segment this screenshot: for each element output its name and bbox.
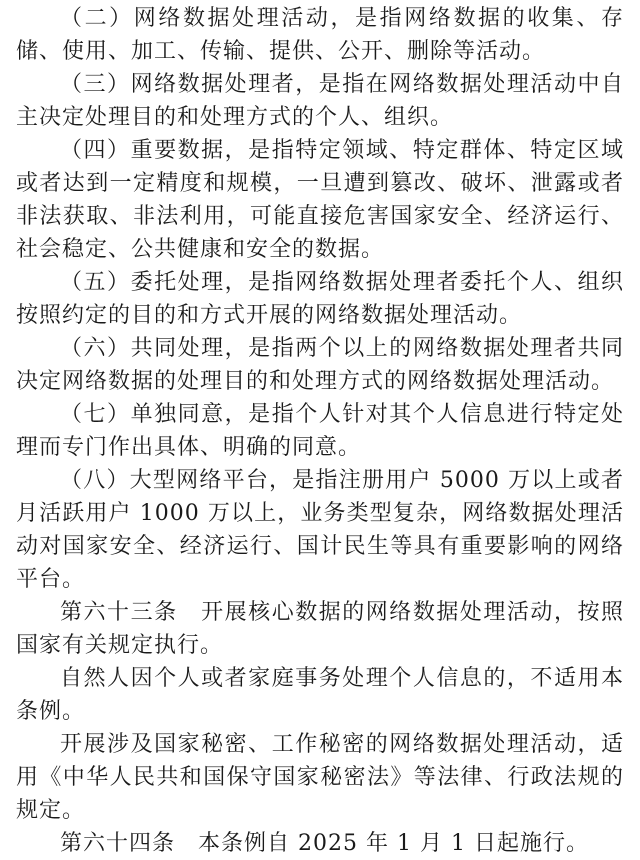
paragraph-article-63: 第六十三条 开展核心数据的网络数据处理活动，按照国家有关规定执行。 [16,600,624,658]
paragraph-article-64: 第六十四条 本条例自 2025 年 1 月 1 日起施行。 [60,831,589,856]
paragraph-definition-2: （二）网络数据处理活动，是指网络数据的收集、存储、使用、加工、传输、提供、公开、删除等活动。 [16,6,624,64]
paragraph-article-63-natural-persons: 自然人因个人或者家庭事务处理个人信息的，不适用本条例。 [16,666,624,724]
paragraph-definition-7: （七）单独同意，是指个人针对其个人信息进行特定处理而专门作出具体、明确的同意。 [16,402,624,460]
paragraph-article-63-state-secrets: 开展涉及国家秘密、工作秘密的网络数据处理活动，适用《中华人民共和国保守国家秘密法》等法律、行政法规的规定。 [16,732,624,823]
paragraph-definition-4: （四）重要数据，是指特定领域、特定群体、特定区域或者达到一定精度和规模，一旦遭到篡改、破坏、泄露或者非法获取、非法利用，可能直接危害国家安全、经济运行、社会稳定、公共健康和安全的数据。 [16,138,624,262]
paragraph-definition-8: （八）大型网络平台，是指注册用户 5000 万以上或者月活跃用户 1000 万以上，业务类型复杂，网络数据处理活动对国家安全、经济运行、国计民生等具有重要影响的网络平台。 [16,468,624,592]
paragraph-definition-5: （五）委托处理，是指网络数据处理者委托个人、组织按照约定的目的和方式开展的网络数据处理活动。 [16,270,624,328]
paragraph-definition-3: （三）网络数据处理者，是指在网络数据处理活动中自主决定处理目的和处理方式的个人、组织。 [16,72,624,130]
paragraph-definition-6: （六）共同处理，是指两个以上的网络数据处理者共同决定网络数据的处理目的和处理方式的网络数据处理活动。 [16,336,624,394]
